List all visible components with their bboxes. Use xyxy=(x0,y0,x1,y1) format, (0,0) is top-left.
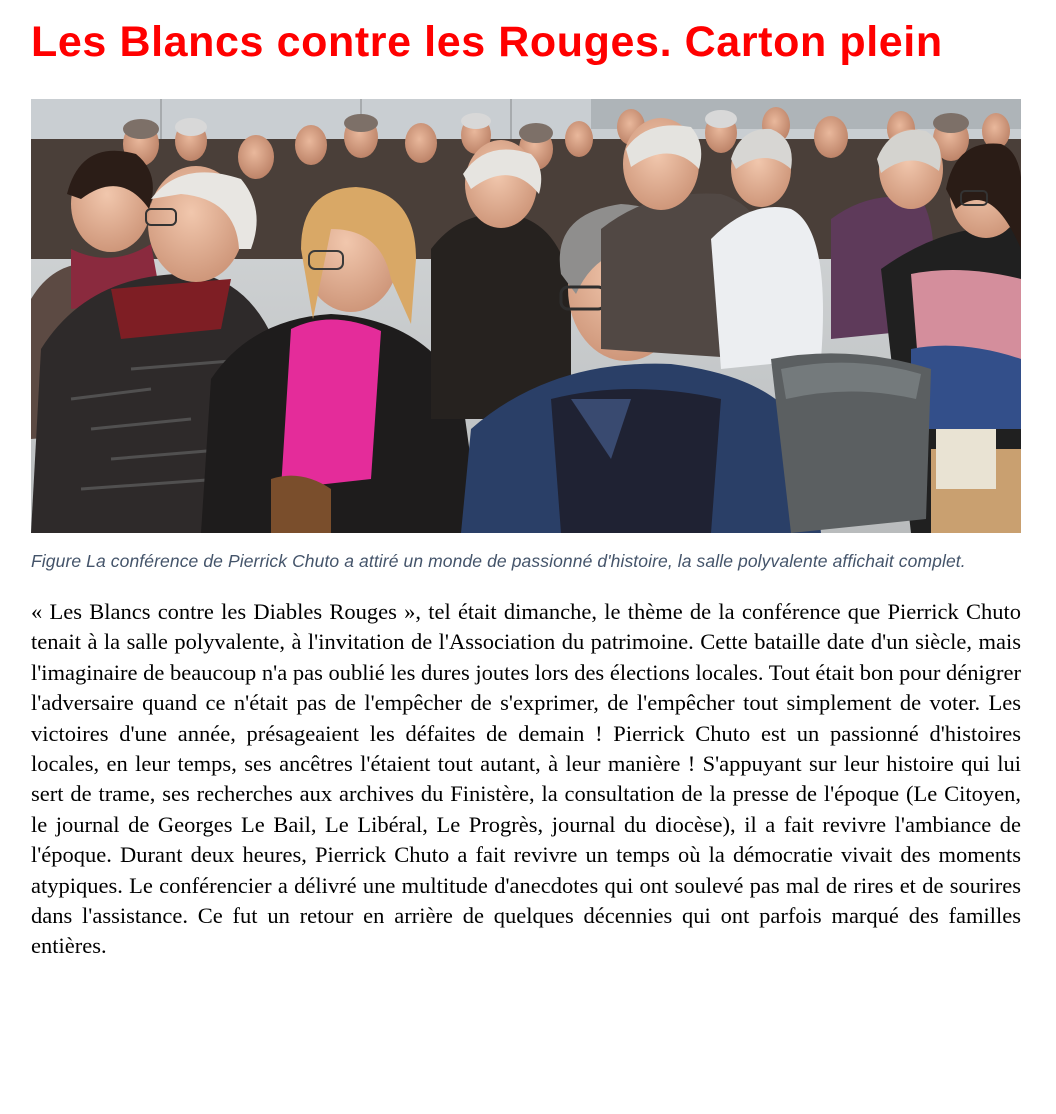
article xyxy=(31,12,1021,962)
article-headline: Les Blancs contre les Rouges. Carton plein xyxy=(31,18,943,66)
article-body: « Les Blancs contre les Diables Rouges », tel était dimanche, le thème de la conférence que Pierrick Chuto tenait à la salle polyvalente, à l'invitation de l'Association du patrimoine. Cette bataille date d'un siècle, mais l'imaginaire de beaucoup n'a pas oublié les dures joutes lors des élections locales. Tout était bon pour dénigrer l'adversaire quand ce n'était pas de l'empêcher de s'exprimer, de l'empêcher tout simplement de voter. Les victoires d'une année, présageaient les défaites de demain ! Pierrick Chuto est un passionné d'histoires locales, en leur temps, ses ancêtres l'étaient tout autant, à leur manière ! S'appuyant sur leur histoire qui lui sert de trame, ses recherches aux archives du Finistère, la consultation de la presse de l'époque (Le Citoyen, le journal de Georges Le Bail, Le Libéral, Le Progrès, journal du diocèse), il a fait revivre l'ambiance de l'époque. Durant deux heures, Pierrick Chuto a fait revivre un temps où la démocratie vivait des moments atypiques. Le conférencier a délivré une multitude d'anecdotes qui ont soulevé pas mal de rires et de sourires dans l'assistance. Ce fut un retour en arrière de quelques décennies qui ont parfois marqué des familles entières. xyxy=(31,599,1021,959)
article-photo xyxy=(31,99,1021,533)
audience-photo-icon xyxy=(31,99,1021,533)
photo-caption: Figure La conférence de Pierrick Chuto a attiré un monde de passionné d'histoire, la salle polyvalente affichait complet. xyxy=(31,551,966,571)
